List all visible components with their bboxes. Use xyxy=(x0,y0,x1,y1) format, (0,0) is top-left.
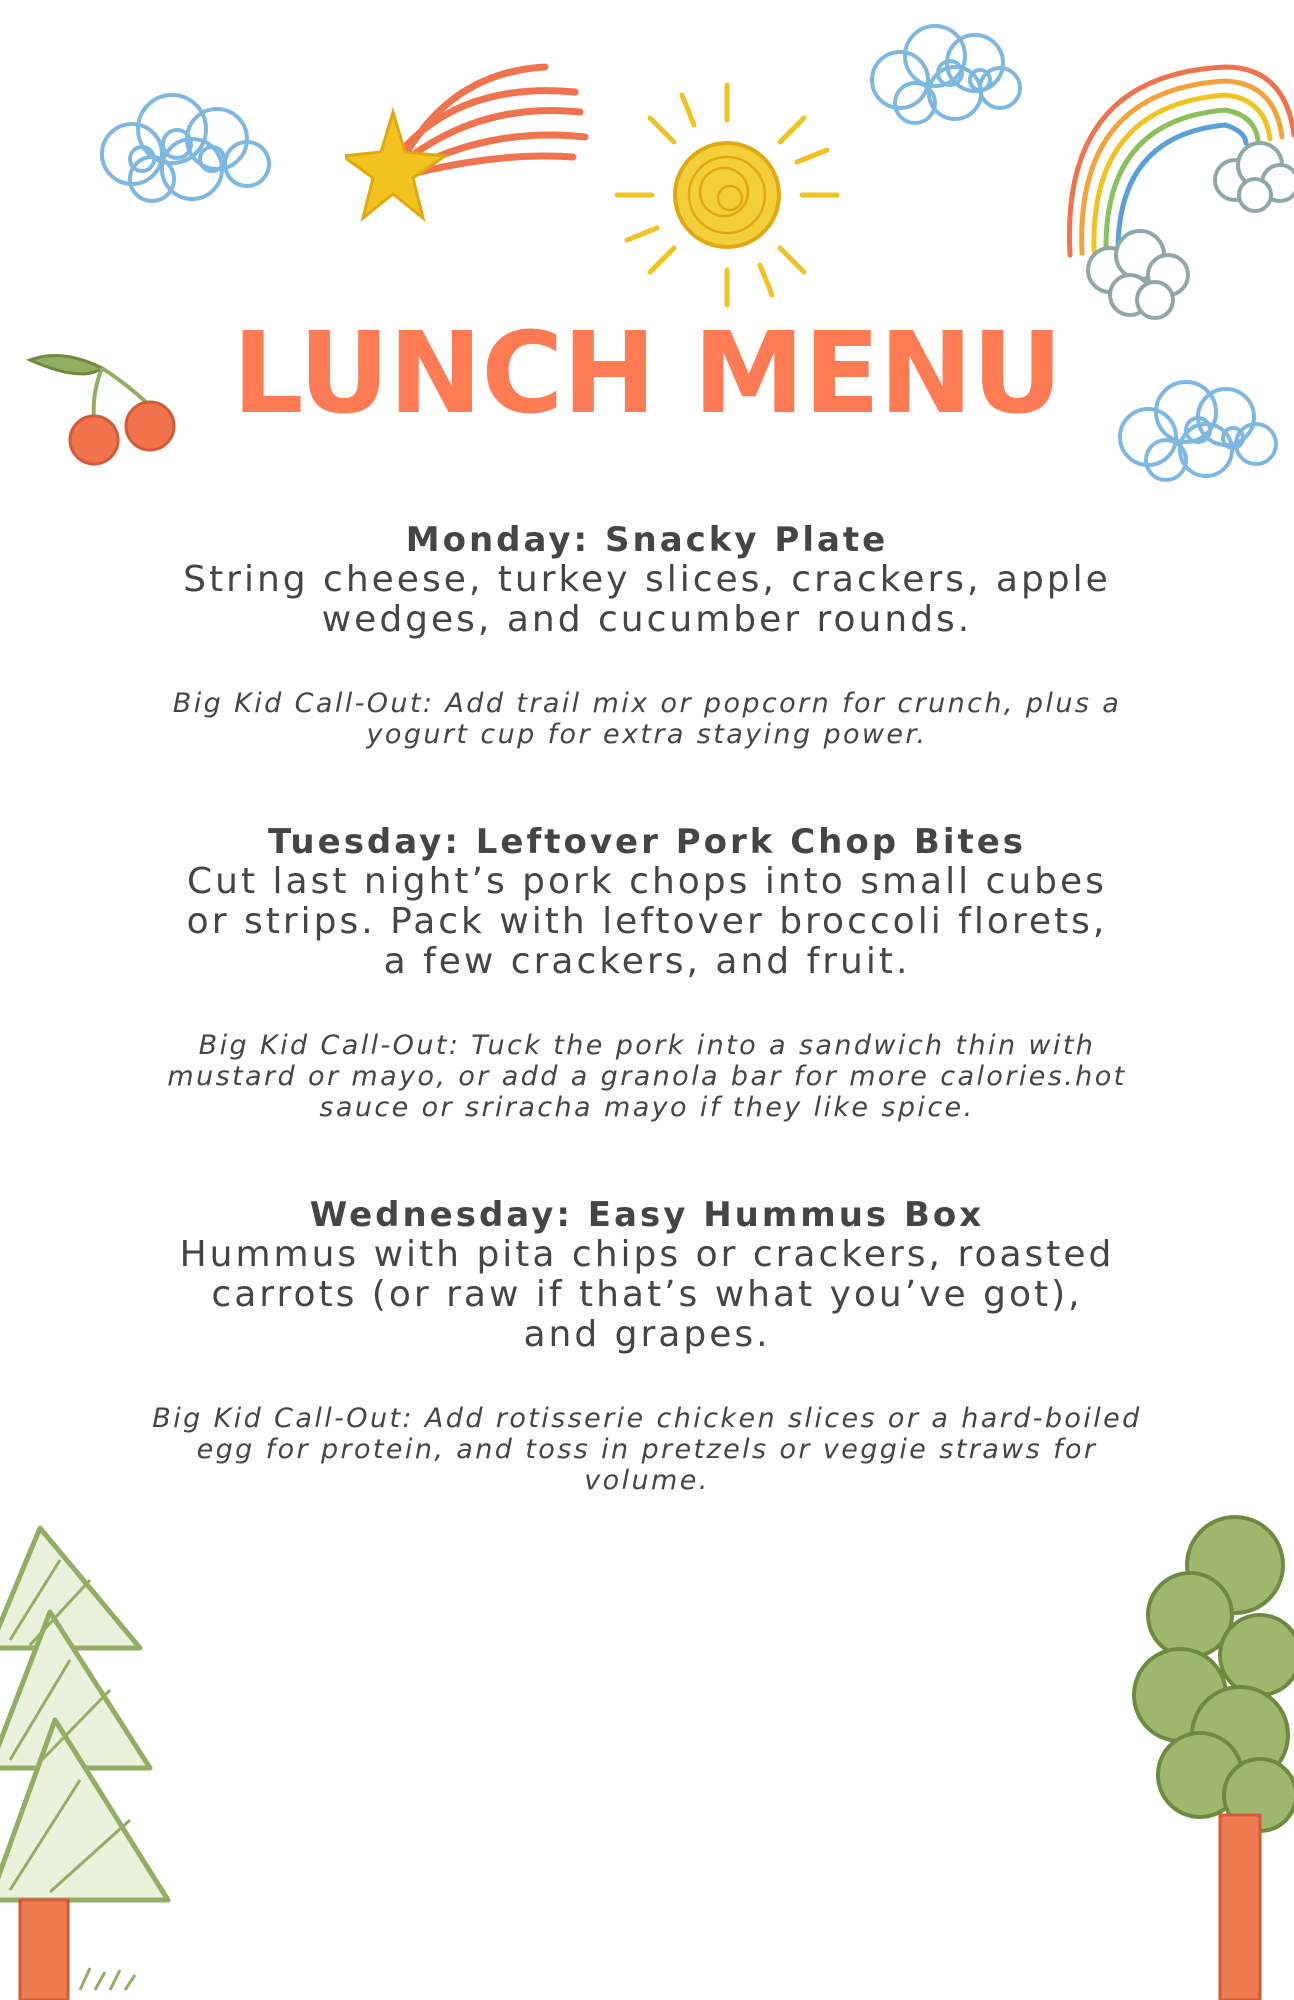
rainbow-icon xyxy=(1050,55,1294,335)
cloud-icon xyxy=(92,84,282,214)
big-kid-callout: Big Kid Call-Out: Tuck the pork into a sandwich thin with mustard or mayo, or add a granola bar for more calories.hot sauce or sriracha mayo if they like spice. xyxy=(167,1030,1127,1123)
menu-list xyxy=(140,520,1154,1568)
day-description: Cut last night’s pork chops into small cubes or strips. Pack with leftover broccoli florets, a few crackers, and fruit. xyxy=(186,861,1108,982)
day-description: String cheese, turkey slices, crackers, apple wedges, and cucumber rounds. xyxy=(183,559,1111,640)
menu-day-wednesday xyxy=(140,1195,1154,1496)
big-kid-callout: Big Kid Call-Out: Add trail mix or popcorn for crunch, plus a yogurt cup for extra staying power. xyxy=(172,688,1122,750)
day-heading: Wednesday: Easy Hummus Box xyxy=(309,1195,985,1235)
day-heading: Tuesday: Leftover Pork Chop Bites xyxy=(267,822,1027,862)
page-title: LUNCH MENU xyxy=(232,309,1062,439)
day-description: Hummus with pita chips or crackers, roasted carrots (or raw if that’s what you’ve got), and grapes. xyxy=(179,1234,1115,1355)
pine-tree-icon xyxy=(0,1520,175,2000)
sun-icon xyxy=(612,80,842,310)
big-kid-callout: Big Kid Call-Out: Add rotisserie chicken slices or a hard-boiled egg for protein, and toss in pretzels or veggie straws for volume. xyxy=(152,1403,1142,1496)
shooting-star-icon xyxy=(345,52,595,227)
cloud-icon xyxy=(860,18,1030,133)
menu-day-tuesday xyxy=(140,822,1154,1123)
day-heading: Monday: Snacky Plate xyxy=(405,520,889,560)
menu-day-monday xyxy=(140,520,1154,750)
round-tree-icon xyxy=(1120,1505,1294,2000)
